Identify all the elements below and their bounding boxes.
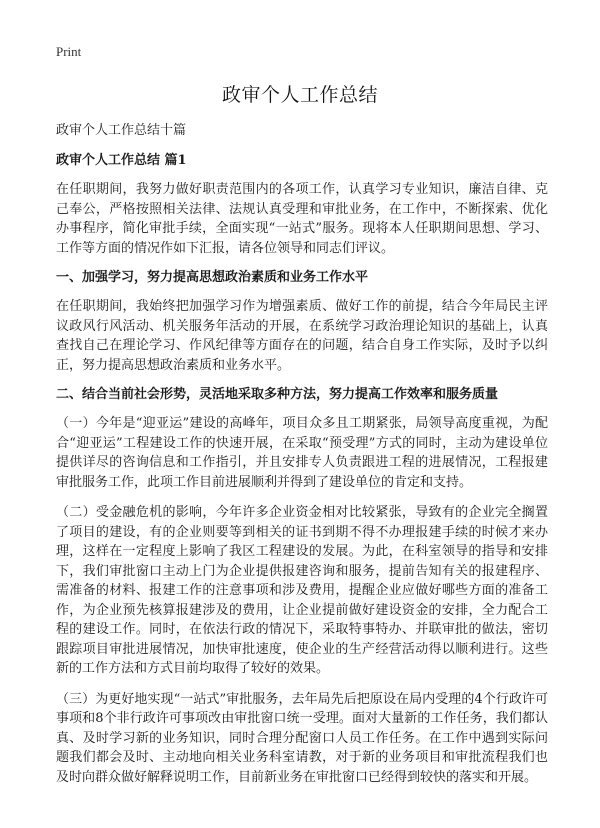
section-2-heading: 二、结合当前社会形势，灵活地采取多种方法，努力提高工作效率和服务质量: [56, 387, 499, 402]
section-2-paragraph-2: （二）受金融危机的影响，今年许多企业资金相对比较紧张，导致有的企业完全搁置了项目的建设，有的企业则要等到相关的证书到期不得不办理报建手续的时候才来办理，这样在一定程度上影响了我区工程建设的发展。为此，在科室领导的指导和安排下，我们审批窗口主动上门为企业提供报建咨询和服务，提前告知有关的报建程序、需准备的材料、报建工作的注意事项和涉及费用，提醒企业应做好哪些方面的准备工作，为企业预先核算报建涉及的费用，让企业提前做好建设资金的安排，全力配合工程的建设工作。同时，在依法行政的情况下，采取特事特办、并联审批的做法，密切跟踪项目审批进展情况，加快审批速度，使企业的生产经营活动得以顺利进行。这些新的工作方法和方式目前均取得了较好的效果。: [56, 505, 548, 676]
section-2-paragraph-1: （一）今年是“迎亚运”建设的高峰年，项目众多且工期紧张，局领导高度重视，为配合“迎亚运”工程建设工作的快速开展，在采取“预受理”方式的同时，主动为建设单位提供详尽的咨询信息和工作指引，并且安排专人负责跟进工程的进展情况，工程报建审批服务工作，此项工作目前进展顺利并得到了建设单位的肯定和支持。: [56, 416, 548, 490]
part-heading: 政审个人工作总结 篇1: [56, 153, 187, 168]
section-1-paragraph: 在任职期间，我始终把加强学习作为增强素质、做好工作的前提，结合今年局民主评议政风行风活动、机关服务年活动的开展，在系统学习政治理论知识的基础上，认真查找自己在理论学习、作风纪律等方面存在的问题，结合自身工作实际，及时予以纠正，努力提高思想政治素质和业务水平。: [56, 299, 548, 373]
print-link[interactable]: Print: [56, 44, 82, 59]
document-subtitle: 政审个人工作总结十篇: [56, 123, 187, 138]
intro-paragraph: 在任职期间，我努力做好职责范围内的各项工作，认真学习专业知识，廉洁自律、克己奉公，严格按照相关法律、法规认真受理和审批业务，在工作中，不断探索、优化办事程序，简化审批手续，全面实现“一站式”服务。现将本人任职期间思想、学习、工作等方面的情况作如下汇报，请各位领导和同志们评议。: [56, 182, 548, 256]
document-body: [56, 122, 548, 798]
section-2-paragraph-3: （三）为更好地实现“一站式”审批服务，去年局先后把原设在局内受理的4个行政许可事项和8个非行政许可事项改由审批窗口统一受理。面对大量新的工作任务，我们都认真、及时学习新的业务知识，同时合理分配窗口人员工作任务。在工作中遇到实际问题我们都会及时、主动地向相关业务科室请教，对于新的业务项目和审批流程我们也及时向群众做好解释说明工作，目前新业务在审批窗口已经得到较快的落实和开展。: [56, 691, 548, 785]
page-title: 政审个人工作总结: [221, 84, 378, 106]
section-1-heading: 一、加强学习，努力提高思想政治素质和业务工作水平: [56, 270, 369, 285]
